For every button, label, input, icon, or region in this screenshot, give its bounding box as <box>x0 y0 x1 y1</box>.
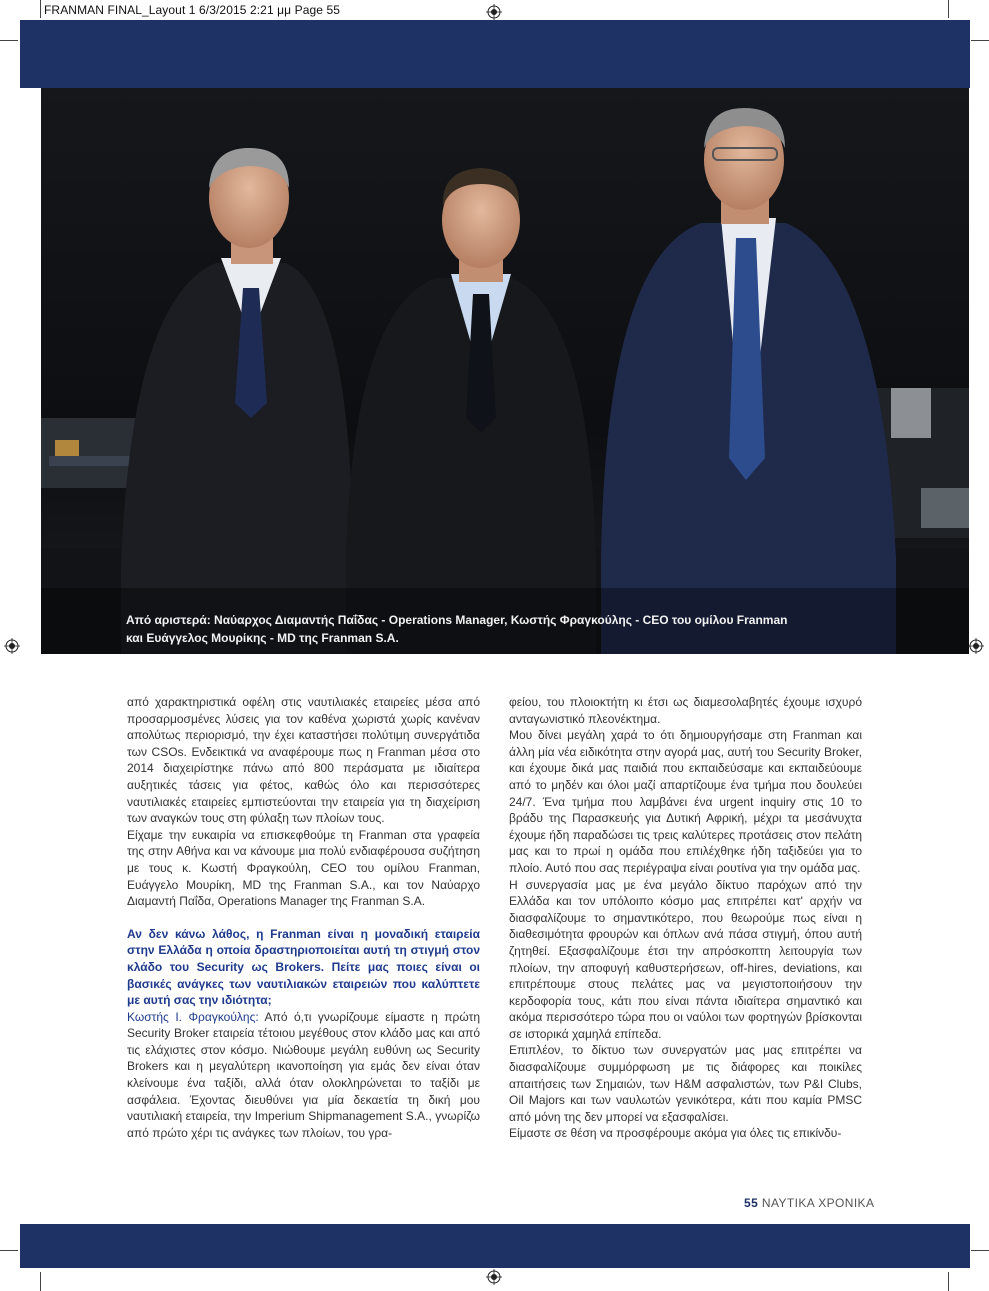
crop-mark <box>0 40 18 41</box>
paragraph: φείου, του πλοιοκτήτη κι έτσι ως διαμεσολαβητές έχουμε ισχυρό ανταγωνιστικό πλεονέκτημα. <box>509 695 862 726</box>
registration-mark-icon <box>968 638 984 654</box>
header-band <box>20 20 970 88</box>
page-folio <box>744 1196 874 1210</box>
caption-line-2: και Ευάγγελος Μουρίκης - MD της Franman S.A. <box>126 631 399 645</box>
crop-mark <box>948 0 949 18</box>
crop-mark <box>971 40 989 41</box>
page-number: 55 <box>744 1196 759 1210</box>
registration-mark-icon <box>4 638 20 654</box>
paragraph: Μου δίνει μεγάλη χαρά το ότι δημιουργήσαμε στη Franman και άλλη μία νέα ειδικότητα στην αγορά μας, αυτή του Security Broker, και έχουμε δικά μας παιδιά που εκπαιδεύσαμε και εκπαιδεύουμε από το μηδέν και όλοι μαζί απαρτίζουμε ένα τμήμα που δουλεύει 24/7. Ένα τμήμα που λαμβάνει ένα urgent inquiry στις 10 το βράδυ της Παρασκευής για Δυτική Αφρική, μέχρι τα μεσάνυχτα έχουμε ήδη παραδώσει τις τρεις καλύτερες προτάσεις στον πελάτη μας και το πρωί η ομάδα που επιλέχθηκε ήδη ταξιδεύει για το πλοίο. Αυτό που σας περιέγραψα είναι ρουτίνα για την ομάδα μας. <box>509 728 862 875</box>
registration-mark-icon <box>486 4 502 20</box>
speaker-name: Κωστής Ι. Φραγκούλης: <box>127 1009 259 1024</box>
footer-band <box>20 1224 970 1268</box>
group-photo <box>41 88 969 654</box>
photo-illustration <box>41 88 969 654</box>
crop-mark <box>40 0 41 18</box>
paragraph: από χαρακτηριστικά οφέλη στις ναυτιλιακές εταιρείες μέσα από προσαρμοσμένες λύσεις για τον καθένα χωριστά χωρίς κανέναν απολύτως περιορισμό, την έχει καταστήσει πολύτιμη συνεργάτιδα των CSOs. Ενδεικτικά να αναφέρουμε πως η Franman μέσα στο 2014 διαχειρίστηκε πάνω από 800 περάσματα με ιδιαίτερα αυξητικές τάσεις για φέτος, καθώς όλο και περισσότερες ναυτιλιακές εταιρείες εμπιστεύονται την εταιρεία για τη διαχείριση των αναγκών τους στη φύλαξη των πλοίων τους. <box>127 695 480 826</box>
paragraph: Η συνεργασία μας με ένα μεγάλο δίκτυο παρόχων από την Ελλάδα και τον υπόλοιπο κόσμο μας επιτρέπει κατ' αρχήν να διασφαλίζουμε το σημαντικότερο, που θεωρούμε πως είναι η διαθεσιμότητα φρουρών και όπλων ανά πάσα στιγμή, όπου αυτή ζητηθεί. Εξασφαλίζουμε έτσι την απρόσκοπτη λειτουργία των πλοίων, την αποφυγή καθυστερήσεων, off-hires, deviations, και επιτρέπουμε στους πελάτες μας να μεγιστοποιήσουν την κερδοφορία τους, κάτι που είναι πάντα ιδιαίτερα σημαντικό και ακόμα περισσότερο τώρα που οι ναύλοι των φορτηγών βρίσκονται σε ιστορικά χαμηλά επίπεδα. <box>509 877 862 1041</box>
crop-mark <box>971 1250 989 1251</box>
interview-question: Αν δεν κάνω λάθος, η Franman είναι η μοναδική εταιρεία στην Ελλάδα η οποία δραστηριοποιείται αυτή τη στιγμή στον κλάδο του Security ως Brokers. Πείτε μας ποιες είναι οι βασικές ανάγκες των ναυτιλιακών εταιρειών που καλύπτετε με αυτή σας την ιδιότητα; <box>127 926 480 1008</box>
print-slug: FRANMAN FINAL_Layout 1 6/3/2015 2:21 μμ Page 55 <box>44 3 341 17</box>
crop-mark <box>0 1250 18 1251</box>
paragraph: Είμαστε σε θέση να προσφέρουμε ακόμα για όλες τις επικίνδυ- <box>509 1126 842 1141</box>
article-column-right <box>509 694 862 1142</box>
magazine-name: ΝΑΥΤΙΚΑ ΧΡΟΝΙΚΑ <box>761 1196 875 1210</box>
article-column-left <box>127 694 480 1141</box>
answer-text: Από ό,τι γνωρίζουμε είμαστε η πρώτη Security Broker εταιρεία τέτοιου μεγέθους στον κλάδο μας και από τις ελάχιστες στον κόσμο. Νιώθουμε μεγάλη ευθύνη ως Security Brokers και η μεγαλύτερη ικανοποίηση για εμάς δεν είναι όταν κλείνουμε ένα ταξίδι, αλλά όταν ολοκληρώνεται το ταξίδι με ασφάλεια. Έχοντας διευθύνει για μία δεκαετία τη δική μου ναυτιλιακή εταιρεία, την Imperium Shipmanagement S.A., γνωρίζω από πρώτο χέρι τις ανάγκες των πλοίων, του γρα- <box>127 1009 480 1140</box>
interview-answer <box>127 1009 480 1142</box>
crop-mark <box>40 1272 41 1291</box>
photo-caption <box>126 611 886 647</box>
crop-mark <box>948 1272 949 1291</box>
paragraph: Επιπλέον, το δίκτυο των συνεργατών μας μας επιτρέπει να διασφαλίζουμε συμμόρφωση με τις διάφορες και ποικίλες απαιτήσεις των Σημαιών, των H&M ασφαλιστών, των P&I Clubs, Oil Majors και των ναυλωτών γενικότερα, κάτι που καμία PMSC από μόνη της δεν μπορεί να εξασφαλίσει. <box>509 1043 862 1124</box>
registration-mark-icon <box>486 1269 502 1285</box>
paragraph: Είχαμε την ευκαιρία να επισκεφθούμε τη Franman στα γραφεία της στην Αθήνα και να κάνουμε μια πολύ ενδιαφέρουσα συζήτηση με τους κ. Κωστή Φραγκούλη, CEO του ομίλου Franman, Ευάγγελο Μουρίκη, MD της Franman S.A., και τον Ναύαρχο Διαμαντή Παΐδα, Operations Manager της Franman S.A. <box>127 827 480 909</box>
caption-line-1: Από αριστερά: Ναύαρχος Διαμαντής Παΐδας - Operations Manager, Κωστής Φραγκούλης - CEO του ομίλου Franman <box>126 613 788 627</box>
